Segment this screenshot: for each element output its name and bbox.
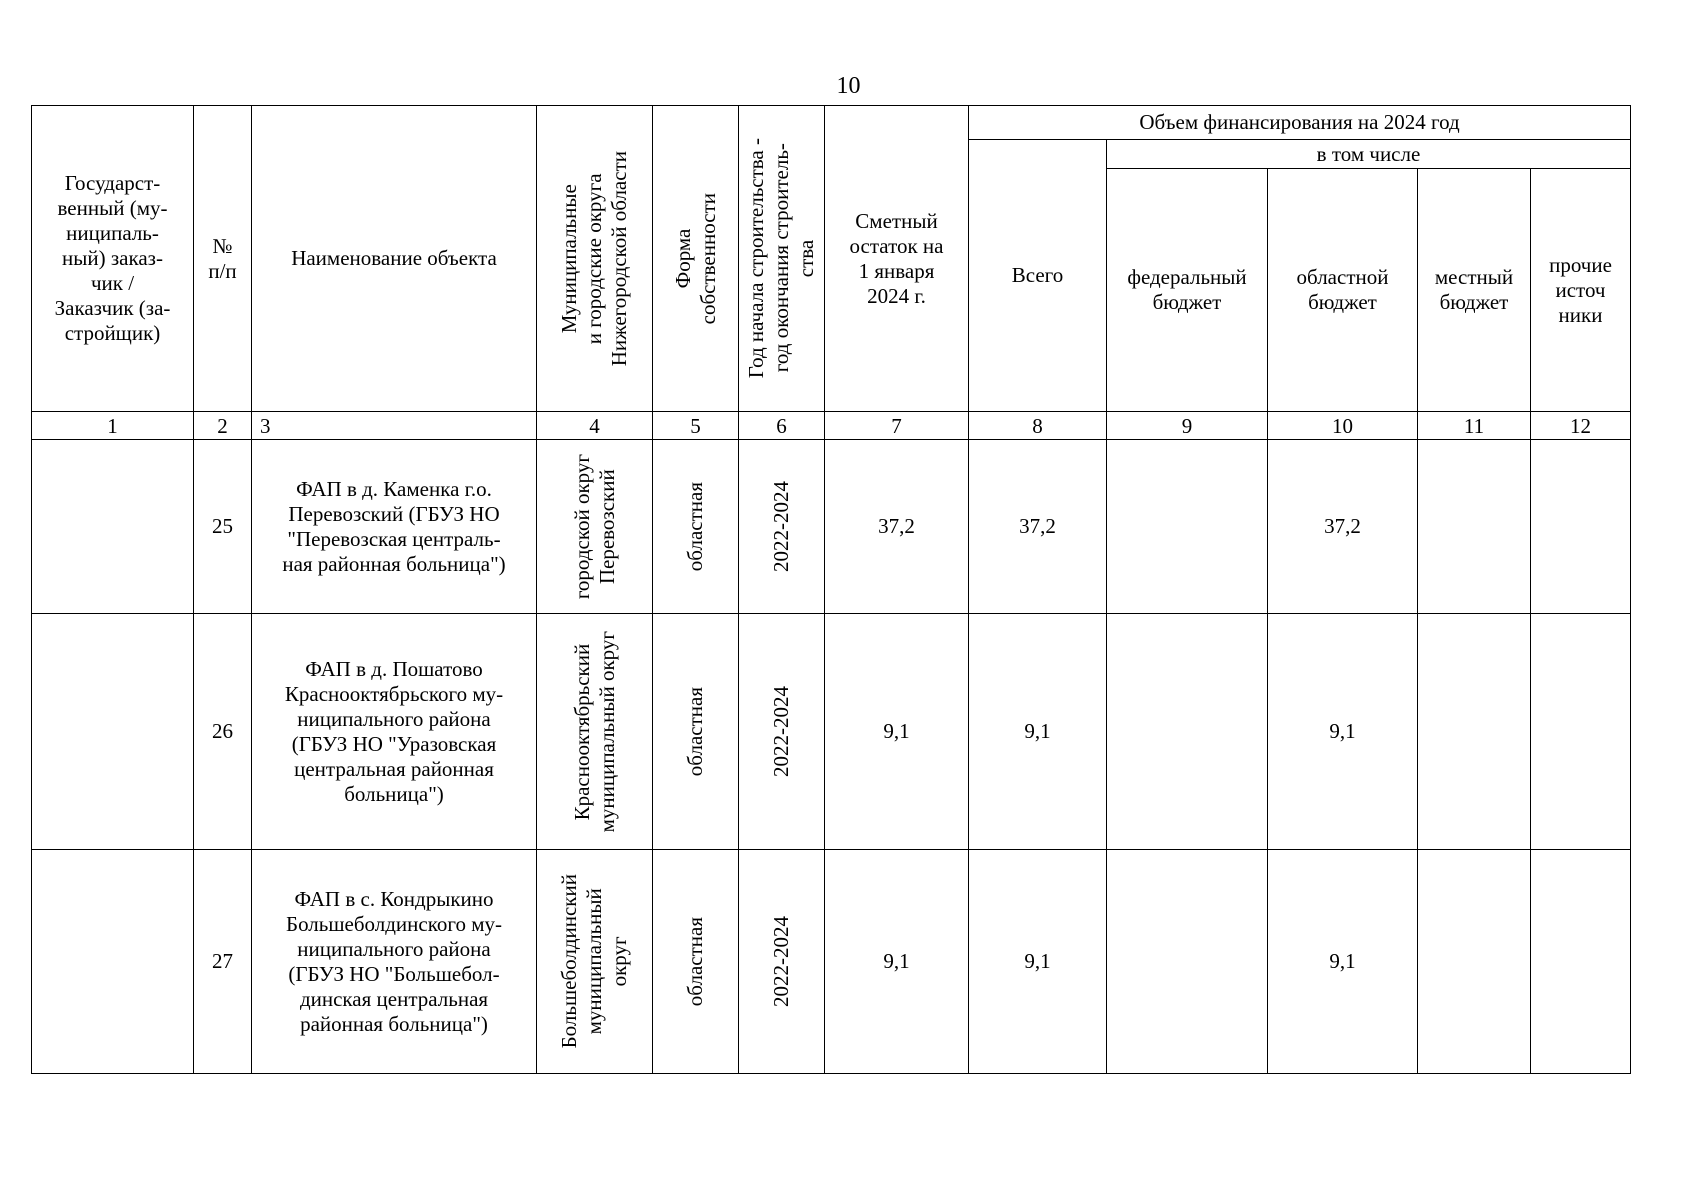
row-regional: 9,1 [1268, 850, 1418, 1074]
row-ownership: областная [653, 850, 739, 1074]
row-federal [1107, 850, 1268, 1074]
column-number: 12 [1531, 412, 1631, 440]
row-estimate: 37,2 [825, 440, 969, 614]
column-number: 8 [969, 412, 1107, 440]
header-number: № п/п [194, 106, 252, 412]
column-number: 1 [32, 412, 194, 440]
row-federal [1107, 614, 1268, 850]
header-row-1 [32, 106, 1631, 140]
row-number: 27 [194, 850, 252, 1074]
table-row [32, 440, 1631, 614]
header-regional: областной бюджет [1268, 169, 1418, 412]
column-number: 6 [739, 412, 825, 440]
column-number: 11 [1418, 412, 1531, 440]
column-number: 10 [1268, 412, 1418, 440]
row-ownership: областная [653, 440, 739, 614]
row-years: 2022-2024 [739, 850, 825, 1074]
row-ownership: областная [653, 614, 739, 850]
row-local [1418, 440, 1531, 614]
row-local [1418, 850, 1531, 1074]
row-other [1531, 850, 1631, 1074]
column-number: 7 [825, 412, 969, 440]
investment-table [31, 105, 1631, 1074]
column-numbers-row [32, 412, 1631, 440]
row-local [1418, 614, 1531, 850]
header-ownership: Форма собственности [653, 106, 739, 412]
row-total: 9,1 [969, 850, 1107, 1074]
row-other [1531, 440, 1631, 614]
column-number: 3 [252, 412, 537, 440]
column-number: 4 [537, 412, 653, 440]
header-customer: Государст- венный (му- ниципаль- ный) заказ- чик / Заказчик (за- стройщик) [32, 106, 194, 412]
row-object-name: ФАП в д. Каменка г.о. Перевозский (ГБУЗ НО "Перевозская централь- ная районная больница") [252, 440, 537, 614]
row-municipality: Краснооктябрьский муниципальный округ [537, 614, 653, 850]
row-municipality: городской округ Перевозский [537, 440, 653, 614]
row-customer [32, 614, 194, 850]
column-number: 9 [1107, 412, 1268, 440]
row-estimate: 9,1 [825, 614, 969, 850]
row-total: 37,2 [969, 440, 1107, 614]
row-total: 9,1 [969, 614, 1107, 850]
header-other: прочие источ ники [1531, 169, 1631, 412]
row-regional: 9,1 [1268, 614, 1418, 850]
row-years: 2022-2024 [739, 614, 825, 850]
row-other [1531, 614, 1631, 850]
row-customer [32, 440, 194, 614]
row-years: 2022-2024 [739, 440, 825, 614]
page-number: 10 [836, 73, 861, 99]
row-estimate: 9,1 [825, 850, 969, 1074]
row-number: 25 [194, 440, 252, 614]
row-municipality: Большеболдинский муниципальный округ [537, 850, 653, 1074]
row-object-name: ФАП в д. Пошатово Краснооктябрьского му- ниципального района (ГБУЗ НО "Уразовская центральная районная больница") [252, 614, 537, 850]
header-federal: федеральный бюджет [1107, 169, 1268, 412]
row-customer [32, 850, 194, 1074]
row-number: 26 [194, 614, 252, 850]
header-object-name: Наименование объекта [252, 106, 537, 412]
row-regional: 37,2 [1268, 440, 1418, 614]
table-row [32, 850, 1631, 1074]
row-federal [1107, 440, 1268, 614]
header-years: Год начала строительства - год окончания строитель- ства [739, 106, 825, 412]
column-number: 5 [653, 412, 739, 440]
header-estimate: Сметный остаток на 1 января 2024 г. [825, 106, 969, 412]
header-including: в том числе [1107, 140, 1631, 169]
table-row [32, 614, 1631, 850]
header-local: местный бюджет [1418, 169, 1531, 412]
row-object-name: ФАП в с. Кондрыкино Большеболдинского му- ниципального района (ГБУЗ НО "Большебол- динская центральная районная больница") [252, 850, 537, 1074]
header-municipality: Муниципальные и городские округа Нижегородской области [537, 106, 653, 412]
header-total: Всего [969, 140, 1107, 412]
column-number: 2 [194, 412, 252, 440]
header-funding-group: Объем финансирования на 2024 год [969, 106, 1631, 140]
